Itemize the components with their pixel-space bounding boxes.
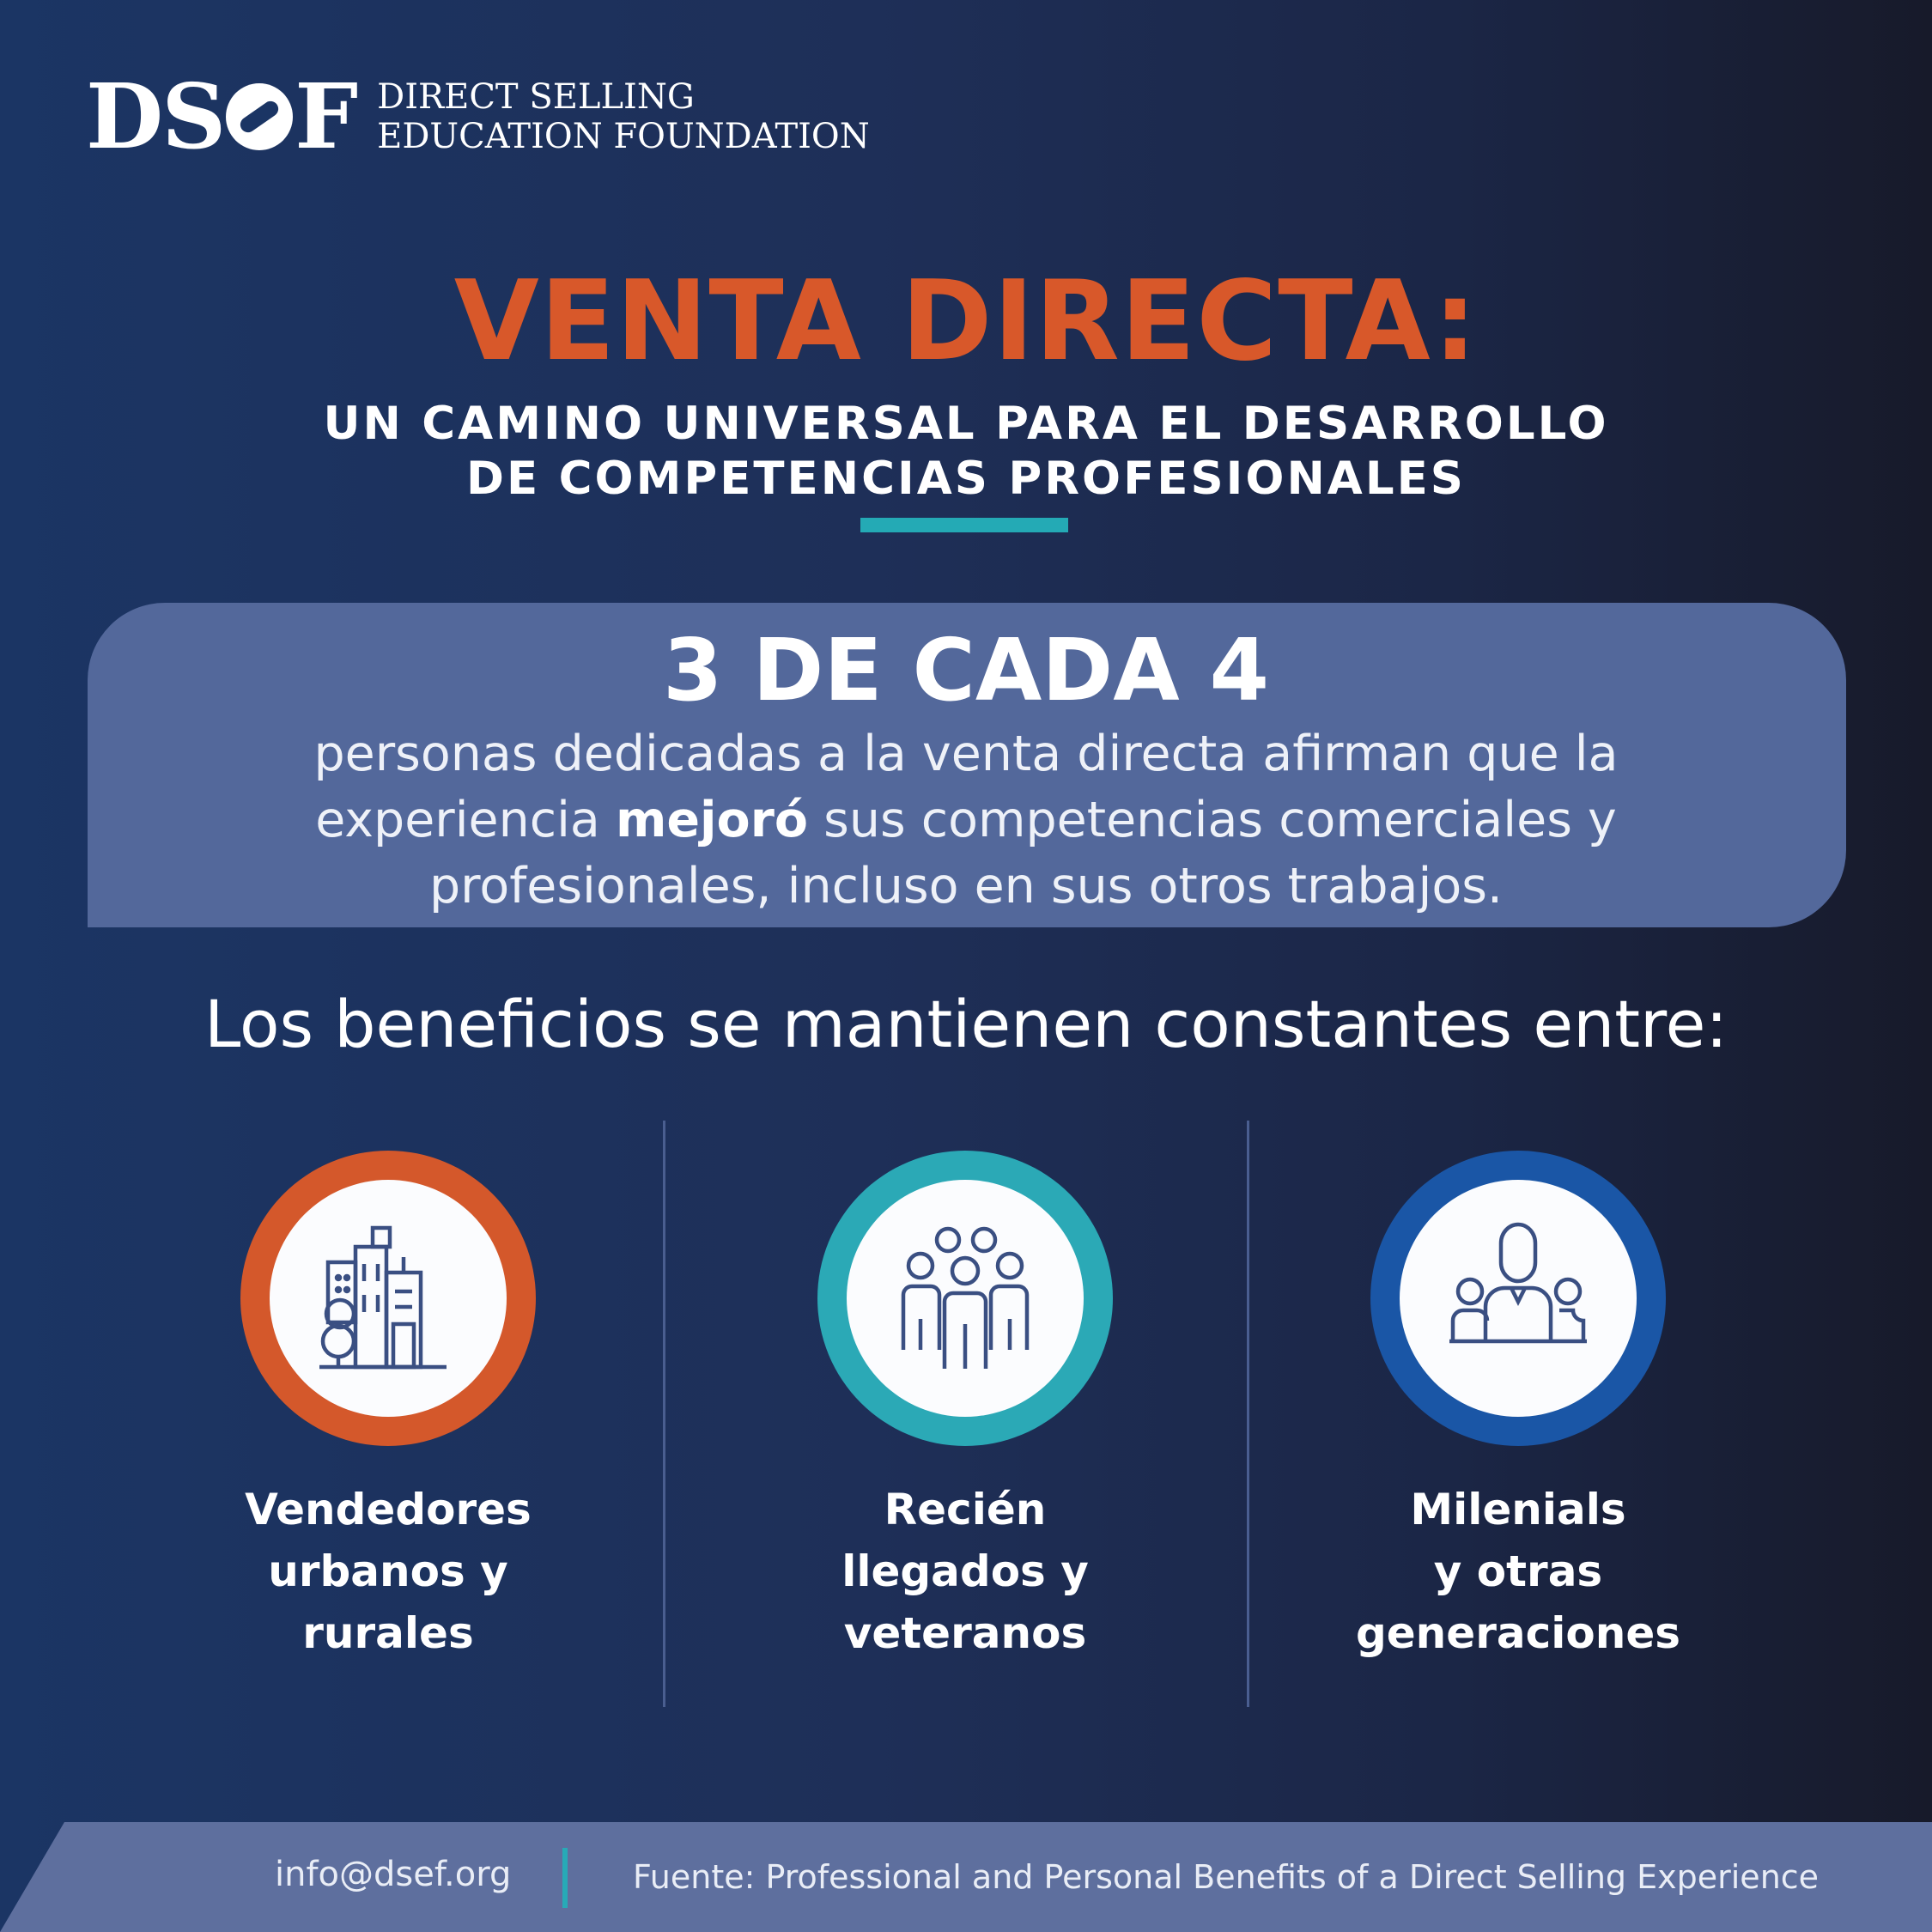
footer-source: Fuente: Professional and Personal Benefits of a Direct Selling Experience	[633, 1858, 1820, 1896]
stat-headline: 3 DE CADA 4	[662, 620, 1270, 720]
subtitle-line-2: DE COMPETENCIAS PROFESIONALES	[466, 453, 1466, 505]
title-underline	[860, 518, 1068, 532]
city-buildings-icon	[270, 1180, 507, 1417]
stat-line-3: profesionales, incluso en sus otros trabajos.	[428, 858, 1504, 914]
dsef-logo-mark: DS F	[86, 63, 357, 169]
logo-wordmark	[377, 77, 870, 156]
benefit-ring	[240, 1151, 536, 1446]
benefit-ring	[817, 1151, 1113, 1446]
stat-line-1: personas dedicadas a la venta directa afirman que la	[313, 726, 1619, 782]
column-divider	[1247, 1121, 1249, 1707]
footer-separator	[562, 1848, 568, 1908]
benefits-heading: Los beneficios se mantienen constantes entre:	[204, 986, 1728, 1062]
column-divider	[663, 1121, 665, 1707]
group-of-people-icon	[847, 1180, 1084, 1417]
benefit-label: Recién llegados y veteranos	[841, 1485, 1089, 1658]
subtitle-line-1: UN CAMINO UNIVERSAL PARA EL DESARROLLO	[323, 398, 1609, 450]
benefit-item-generations	[1295, 1151, 1741, 1664]
benefit-item-newcomers-veterans	[742, 1151, 1188, 1664]
benefit-ring	[1370, 1151, 1666, 1446]
dsef-logo	[86, 63, 870, 169]
benefit-item-urban-rural	[165, 1151, 611, 1664]
footer-email-link[interactable]: info@dsef.org	[275, 1855, 512, 1894]
logo-line-2: EDUCATION FOUNDATION	[377, 116, 870, 156]
page-title: VENTA DIRECTA:	[453, 258, 1479, 386]
benefit-label: Milenials y otras generaciones	[1355, 1485, 1680, 1658]
stat-emphasis: mejoró	[615, 792, 808, 848]
stat-description	[172, 721, 1760, 920]
benefit-label: Vendedores urbanos y rurales	[245, 1485, 532, 1658]
stat-line-2: experiencia mejoró sus competencias comerciales y	[315, 792, 1617, 848]
logo-e-icon	[226, 83, 293, 150]
page-subtitle	[0, 397, 1932, 507]
logo-line-1: DIRECT SELLING	[377, 76, 695, 117]
family-generations-icon	[1400, 1180, 1637, 1417]
